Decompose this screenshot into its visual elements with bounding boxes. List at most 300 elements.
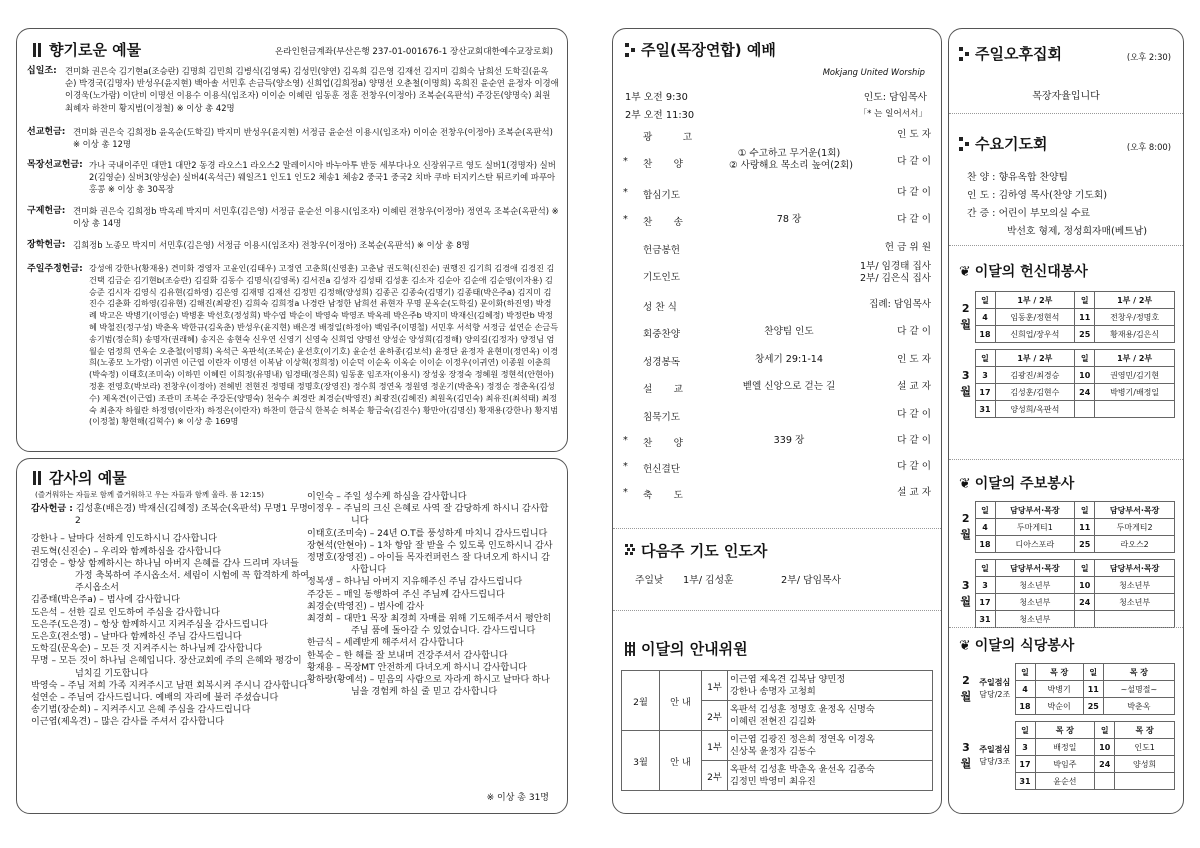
thanks-item-text: – 아이들 목자컨퍼런스 잘 다녀오게 하시니 감사합니다 bbox=[351, 553, 550, 576]
duty-header-cell: 일 bbox=[975, 502, 995, 519]
thanks-item-text: – 주님여 감사드립니다. 예배의 자리에 불러 주셨습니다 bbox=[60, 693, 279, 704]
duty-header-cell: 일 bbox=[1075, 292, 1095, 309]
testimony-label: 간 증 : bbox=[967, 208, 996, 219]
thanks-item-text: – 세례받게 해주셔서 감사합니다 bbox=[336, 638, 464, 649]
duty-cell: 전창우/정명호 bbox=[1095, 309, 1175, 326]
order-item: 회중찬양 bbox=[643, 329, 681, 340]
duty-header-row bbox=[957, 502, 1175, 519]
duty-header-cell: 목 장 bbox=[1103, 664, 1174, 681]
order-leader: 다 같 이 bbox=[897, 326, 931, 337]
duty-cell: 10 bbox=[1095, 739, 1115, 756]
pastor-mission-row bbox=[27, 159, 559, 196]
praise-label: 찬 양 : bbox=[967, 172, 996, 183]
thanks-item bbox=[307, 601, 557, 613]
order-content: 벧엘 신앙으로 걷는 길 bbox=[742, 381, 836, 392]
next-prayer-title bbox=[625, 540, 767, 561]
thanks-item-name: 설연순 bbox=[31, 693, 58, 704]
duty-row bbox=[957, 384, 1175, 401]
thanks-offering-names: 김성훈(배은경) 박재신(김혜정) 조복순(옥판석) 무명1 무명2 bbox=[75, 504, 308, 527]
thanks-item-name: 주강돈 bbox=[307, 589, 334, 600]
thanks-item-name: 황하랑(황예석) bbox=[307, 675, 367, 686]
duty-cell bbox=[1075, 401, 1095, 418]
worship-order-row bbox=[623, 352, 931, 370]
duty-cell: 3 bbox=[1015, 739, 1035, 756]
duty-month: 2 월 bbox=[960, 302, 972, 331]
order-content: 창세기 29:1-14 bbox=[754, 354, 824, 365]
heart-icon: ❦ bbox=[959, 264, 971, 280]
order-leader: 1부/ 임경태 집사 2부/ 김은식 집사 bbox=[859, 261, 931, 284]
standing-star: * bbox=[623, 187, 628, 198]
duty-cell: 3 bbox=[975, 367, 995, 384]
grid-icon bbox=[625, 640, 637, 658]
order-leader: 인 도 자 bbox=[897, 354, 931, 365]
thanks-item-text: – 지켜주시고 은혜 주심을 감사드립니다 bbox=[93, 705, 251, 716]
scholarship-names: 김희정b 노종모 박지미 서민후(김은영) 서정금 이용시(임조자) 전창우(이정아) 조복순(옥판석) ※ 이상 총 8명 bbox=[73, 240, 470, 250]
duty-cell: 24 bbox=[1075, 384, 1095, 401]
thanks-right-column bbox=[307, 491, 557, 698]
ushers-service: 2부 bbox=[702, 701, 728, 731]
duty-cell: 17 bbox=[975, 384, 995, 401]
duty-header-cell: 1부 / 2부 bbox=[995, 292, 1075, 309]
bulletin-mar-table bbox=[957, 559, 1175, 628]
order-content: 찬양팀 인도 bbox=[764, 326, 814, 337]
ushers-title-text: 이달의 안내위원 bbox=[641, 640, 748, 658]
thanks-item-text: – 매일 동행하여 주신 주님께 감사드립니다 bbox=[336, 589, 505, 600]
duty-cell: 배정일 bbox=[1035, 739, 1095, 756]
standing-star: * bbox=[623, 461, 628, 472]
worship-order-row bbox=[623, 185, 931, 203]
thanks-right-list bbox=[307, 491, 557, 698]
lead-label: 인 도 : bbox=[967, 190, 996, 201]
duty-header-cell: 일 bbox=[1075, 560, 1095, 577]
thanks-item-text: – 한 해를 잘 보내며 건강주셔서 감사합니다 bbox=[336, 650, 508, 661]
thanks-item-name: 권도혁(신진순) bbox=[31, 546, 91, 557]
duty-cell: 박병기/배정일 bbox=[1095, 384, 1175, 401]
thanks-item bbox=[31, 643, 309, 655]
standing-star: * bbox=[623, 214, 628, 225]
duty-cell bbox=[1095, 401, 1175, 418]
thanks-item-name: 장현석(안현아) bbox=[307, 540, 367, 551]
worship-subtitle: Mokjang United Worship bbox=[822, 67, 925, 77]
order-item: 설 교 bbox=[643, 384, 683, 395]
kitchen-feb-table bbox=[957, 663, 1175, 715]
ushers-names: 옥판석 김성훈 박춘옥 윤선옥 김종숙 김정민 박영미 최유진 bbox=[728, 761, 933, 791]
offerings-panel bbox=[16, 28, 568, 452]
thanks-offering-row bbox=[31, 503, 309, 527]
wednesday-title bbox=[959, 133, 1047, 154]
duty-header-row bbox=[957, 350, 1175, 367]
thanks-item-name: 무명 bbox=[31, 656, 49, 667]
bulletin-title bbox=[959, 473, 1074, 493]
duty-month: 3 월 bbox=[960, 368, 972, 398]
standing-star: * bbox=[623, 156, 628, 167]
thanks-item-name: 강한나 bbox=[31, 534, 58, 545]
thanks-item-text: – 선한 길로 인도하여 주심을 감사합니다 bbox=[60, 607, 220, 618]
order-leader: 헌 금 위 원 bbox=[884, 242, 931, 253]
duty-cell: 18 bbox=[975, 536, 995, 553]
duty-cell: 인도1 bbox=[1115, 739, 1175, 756]
duty-header-row bbox=[957, 292, 1175, 309]
duty-row bbox=[957, 519, 1175, 536]
checker-icon bbox=[959, 135, 971, 153]
order-leader: 설 교 자 bbox=[897, 487, 931, 498]
thanks-item-name: 이태호(조미숙) bbox=[307, 528, 367, 539]
order-leader: 인 도 자 bbox=[897, 129, 931, 140]
duty-header-cell: 1부 / 2부 bbox=[995, 350, 1075, 367]
standing-star: * bbox=[623, 435, 628, 446]
thanks-item-text: – 모든 것 지켜주시는 하나님께 감사합니다 bbox=[93, 644, 263, 655]
mission-row bbox=[27, 126, 559, 150]
duty-dept: 주일점심 bbox=[979, 744, 1011, 754]
ushers-grid bbox=[621, 670, 933, 791]
worship-title bbox=[625, 39, 776, 60]
thanks-item bbox=[31, 692, 309, 704]
thanks-item-text: – 모든 것이 하나님 은혜입니다. 장산교회에 주의 은혜와 평강이 넘치길 기도합니다 bbox=[51, 656, 302, 679]
duty-cell: 11 bbox=[1083, 681, 1103, 698]
divider bbox=[949, 113, 1183, 114]
order-item: 축 도 bbox=[643, 490, 683, 501]
duty-cell bbox=[1095, 773, 1115, 790]
worship-leader: 인도: 담임목사 bbox=[863, 92, 927, 103]
thanks-item-name: 송기범(장순희) bbox=[31, 705, 91, 716]
standing-star: * bbox=[623, 487, 628, 498]
pastor-mission-names: 가나 국내이주민 대만1 대만2 동경 라오스1 라오스2 말레이시아 바누아투 반둥 세부다나오 신장위구르 영도 실버1(경명자) 실버2(김영순) 실버3(양성순) 실버4(옥석근) 웨일즈1 인도1 인도2 체송1 체송2 중국1 중국2 치바 쿠바 터지키스탄 튀르키예 파푸아 홍콩 ※ 이상 총 30목장 bbox=[89, 160, 556, 195]
wednesday-lead bbox=[967, 187, 1107, 201]
worship-order-row bbox=[623, 148, 931, 172]
duty-team: 담당/2조 bbox=[979, 690, 1011, 699]
ushers-month: 3월 bbox=[622, 731, 660, 791]
thanks-item-name: 도은석 bbox=[31, 607, 58, 618]
worship-order-row bbox=[623, 485, 931, 503]
duty-row bbox=[957, 367, 1175, 384]
thanks-offering-label: 감사헌금 : bbox=[31, 504, 73, 514]
duty-header-cell: 담당부서·목장 bbox=[995, 560, 1075, 577]
thanks-item-text: – 날마다 함께하신 주님 감사드립니다 bbox=[93, 632, 242, 643]
duty-cell: 11 bbox=[1075, 309, 1095, 326]
duty-header-cell: 담당부서·목장 bbox=[1095, 502, 1175, 519]
duty-cell bbox=[1095, 611, 1175, 628]
duty-row bbox=[957, 577, 1175, 594]
duty-header-cell: 담당부서·목장 bbox=[995, 502, 1075, 519]
checker-icon bbox=[625, 542, 637, 560]
duty-cell: 18 bbox=[1015, 698, 1035, 715]
duty-team: 담당/3조 bbox=[979, 756, 1011, 766]
worship-order-row bbox=[623, 127, 931, 145]
worship-title-text: 주일(목장연합) 예배 bbox=[641, 41, 776, 59]
thanks-item bbox=[31, 655, 309, 679]
duty-header-cell: 1부 / 2부 bbox=[1095, 350, 1175, 367]
order-leader: 집례: 담임목사 bbox=[869, 299, 931, 310]
thanks-item bbox=[31, 631, 309, 643]
afternoon-content: 목장자율입니다 bbox=[1032, 91, 1100, 102]
duty-header-cell: 일 bbox=[1083, 664, 1103, 681]
relief-row bbox=[27, 205, 559, 229]
duty-cell: 박병기 bbox=[1035, 681, 1083, 698]
ushers-service: 2부 bbox=[702, 761, 728, 791]
thanks-item-text: – 범사에 감사 bbox=[369, 601, 424, 612]
lead-value: 김하영 목사(찬양 기도회) bbox=[998, 190, 1108, 201]
duty-header-cell: 일 bbox=[975, 560, 995, 577]
thanks-item-text: – 목장MT 안전하게 다녀오게 하시니 감사합니다 bbox=[336, 662, 527, 673]
duty-header-cell: 일 bbox=[1075, 502, 1095, 519]
thanks-verse: (즐거워하는 자들로 함께 즐거워하고 우는 자들과 함께 울라. 롬 12:15) bbox=[35, 490, 265, 499]
relief-names: 견미화 권은숙 김희정b 박옥레 박지미 서민후(김은영) 서정금 윤순선 이용시(임조자) 이혜린 전창우(이정아) 정연옥 조복순(옥판석) ※ 이상 총 14명 bbox=[73, 206, 559, 229]
afternoon-time: (오후 2:30) bbox=[1126, 52, 1171, 62]
scholarship-label: 장학헌금: bbox=[27, 240, 66, 250]
bookmark-icon bbox=[33, 41, 45, 59]
thanks-item bbox=[31, 594, 309, 606]
thanks-item-name: 박영숙 bbox=[31, 680, 58, 691]
divider bbox=[949, 627, 1183, 628]
duty-cell: 양성희 bbox=[1115, 756, 1175, 773]
order-content: ① 수고하고 무거운(1회) ② 사랑해요 목소리 높여(2회) bbox=[729, 148, 854, 171]
duty-row bbox=[957, 309, 1175, 326]
thanks-item-text: – 항상 함께하시고 지켜주심을 감사드립니다 bbox=[93, 619, 268, 630]
kitchen-title-text: 이달의 식당봉사 bbox=[974, 638, 1075, 654]
duty-cell: 김성훈/김현수 bbox=[995, 384, 1075, 401]
thanks-item bbox=[307, 540, 557, 552]
wednesday-time: (오후 8:00) bbox=[1126, 142, 1171, 152]
duty-row bbox=[957, 401, 1175, 418]
duty-cell: 18 bbox=[975, 326, 995, 343]
duty-cell: 라오스2 bbox=[1095, 536, 1175, 553]
duty-cell: 청소년부 bbox=[995, 611, 1075, 628]
thanks-item bbox=[307, 674, 557, 698]
duty-cell: 24 bbox=[1095, 756, 1115, 773]
ushers-role: 안 내 bbox=[660, 731, 702, 791]
thanks-item-name: 한복순 bbox=[307, 650, 334, 661]
divider bbox=[613, 528, 941, 529]
thanks-item-name: 김종태(박은주a) bbox=[31, 595, 97, 606]
dedication-feb-table bbox=[957, 291, 1175, 343]
checker-icon bbox=[625, 41, 637, 59]
thanks-item-name: 김영순 bbox=[31, 558, 58, 569]
duty-month: 2 월 bbox=[960, 512, 972, 541]
thanks-item-text: – 많은 감사를 주셔서 감사합니다 bbox=[93, 717, 225, 728]
weekly-row bbox=[27, 263, 559, 428]
thanks-item bbox=[31, 607, 309, 619]
duty-header-cell: 담당부서·목장 bbox=[1095, 560, 1175, 577]
thanks-item-text: – 대만1 목장 최경희 자매를 위해 기도해주셔서 평안히 주님 품에 돌아갈 수 있었습니다. 감사드립니다 bbox=[336, 614, 552, 637]
worship-order-row bbox=[623, 297, 931, 315]
duty-cell: 10 bbox=[1075, 367, 1095, 384]
wednesday-praise bbox=[967, 169, 1068, 183]
duty-cell: 4 bbox=[975, 519, 995, 536]
duty-cell: 25 bbox=[1075, 326, 1095, 343]
tithe-row bbox=[27, 65, 559, 114]
duty-header-row bbox=[957, 664, 1175, 681]
offerings-account: 온라인헌금계좌(부산은행 237-01-001676-1 장산교회대한예수교장로회) bbox=[274, 47, 553, 57]
thanks-item-name: 황재용 bbox=[307, 662, 334, 673]
duty-cell: 박순이 bbox=[1035, 698, 1083, 715]
order-leader: 다 같 이 bbox=[897, 409, 931, 420]
worship-order-row bbox=[623, 433, 931, 451]
duty-header-cell: 일 bbox=[1015, 664, 1035, 681]
divider bbox=[949, 459, 1183, 460]
order-item: 광 고 bbox=[643, 132, 693, 143]
duty-cell: 청소년부 bbox=[1095, 594, 1175, 611]
offerings-title-text: 향기로운 예물 bbox=[49, 41, 142, 59]
duty-cell: 청소년부 bbox=[995, 577, 1075, 594]
dedication-mar-table bbox=[957, 349, 1175, 418]
order-item: 성경봉독 bbox=[643, 357, 681, 368]
offerings-title bbox=[33, 39, 141, 60]
worship-note: 「* 는 일어서서」 bbox=[858, 109, 927, 119]
duty-cell: 25 bbox=[1083, 698, 1103, 715]
order-content: 339 장 bbox=[773, 435, 805, 446]
wednesday-testimony2: 박선호 형제, 정성희자매(베트남) bbox=[1007, 226, 1148, 237]
order-item: 기도인도 bbox=[643, 272, 681, 283]
duty-dept-cell bbox=[975, 722, 1015, 790]
thanks-left-column bbox=[31, 503, 309, 729]
worship-order-row bbox=[623, 407, 931, 425]
thanks-item-text: – 믿음의 사람으로 자라게 하시고 날마다 하나님을 경험케 하실 줄 믿고 감사합니다 bbox=[351, 675, 550, 698]
thanks-item bbox=[307, 528, 557, 540]
bulletin-title-text: 이달의 주보봉사 bbox=[974, 476, 1075, 492]
bookmark-icon bbox=[33, 469, 45, 487]
thanks-item bbox=[307, 576, 557, 588]
duty-dept: 주일점심 bbox=[979, 678, 1011, 687]
duty-cell: 31 bbox=[975, 611, 995, 628]
thanks-left-list bbox=[31, 533, 309, 728]
thanks-item-name: 최경희 bbox=[307, 614, 334, 625]
thanks-item bbox=[31, 680, 309, 692]
ushers-row bbox=[622, 671, 933, 701]
duty-row bbox=[957, 611, 1175, 628]
thanks-item-text: – 주님 저희 가족 지켜주시고 남편 회복시켜 주시니 감사합니다 bbox=[60, 680, 308, 691]
order-item: 합심기도 bbox=[643, 190, 681, 201]
duty-cell: 17 bbox=[1015, 756, 1035, 773]
duty-header-cell: 목 장 bbox=[1035, 664, 1083, 681]
divider bbox=[613, 610, 941, 611]
thanks-item-name: 도학길(문옥순) bbox=[31, 644, 91, 655]
duty-cell: 3 bbox=[975, 577, 995, 594]
thanks-item bbox=[307, 637, 557, 649]
thanks-item bbox=[307, 589, 557, 601]
thanks-title-text: 감사의 예물 bbox=[49, 469, 127, 487]
thanks-title bbox=[33, 467, 127, 488]
ushers-row bbox=[622, 731, 933, 761]
ushers-month: 2월 bbox=[622, 671, 660, 731]
duty-header-cell: 일 bbox=[975, 292, 995, 309]
duty-header-row bbox=[957, 722, 1175, 739]
duty-cell: 10 bbox=[1075, 577, 1095, 594]
duty-row bbox=[957, 326, 1175, 343]
duty-header-cell: 목 장 bbox=[1115, 722, 1175, 739]
next-prayer-label: 주일낮 bbox=[635, 575, 664, 586]
duty-cell: 31 bbox=[1015, 773, 1035, 790]
duty-header-cell: 일 bbox=[1015, 722, 1035, 739]
kitchen-title bbox=[959, 635, 1074, 655]
worship-order-row bbox=[623, 212, 931, 230]
order-item: 찬 양 bbox=[643, 438, 683, 449]
testimony-value: 어린이 부모의실 수료 bbox=[998, 208, 1090, 219]
order-item: 침묵기도 bbox=[643, 412, 681, 423]
ushers-names: 옥판석 김성훈 정명호 윤정옥 신명숙 이혜린 전현진 김길화 bbox=[728, 701, 933, 731]
order-item: 헌금봉헌 bbox=[643, 245, 681, 256]
ushers-service: 1부 bbox=[702, 671, 728, 701]
duty-cell: ~설명절~ bbox=[1103, 681, 1174, 698]
duty-row bbox=[957, 536, 1175, 553]
duty-month: 3 월 bbox=[960, 740, 972, 770]
order-content: 78 장 bbox=[776, 214, 802, 225]
worship-order-row bbox=[623, 240, 931, 258]
duty-cell: 임동훈/정현석 bbox=[995, 309, 1075, 326]
bulletin-feb-table bbox=[957, 501, 1175, 553]
worship-time1: 1부 오전 9:30 bbox=[625, 92, 688, 103]
heart-icon: ❦ bbox=[959, 638, 971, 654]
duty-header-cell: 일 bbox=[975, 350, 995, 367]
order-item: 성 찬 식 bbox=[643, 302, 677, 313]
duty-dept-cell bbox=[975, 664, 1015, 715]
weekly-label: 주일주정헌금: bbox=[27, 264, 83, 274]
thanks-item bbox=[31, 716, 309, 728]
thanks-item bbox=[307, 503, 557, 527]
thanks-item bbox=[307, 613, 557, 637]
duty-cell: 권영민/김기현 bbox=[1095, 367, 1175, 384]
duty-cell: 25 bbox=[1075, 536, 1095, 553]
order-leader: 다 같 이 bbox=[897, 156, 931, 167]
pastor-mission-label: 목장선교헌금: bbox=[27, 160, 83, 170]
thanks-item bbox=[307, 491, 557, 503]
worship-order-row bbox=[623, 261, 931, 285]
thanks-item-name: 한금식 bbox=[307, 638, 334, 649]
duty-cell: 황재용/김은식 bbox=[1095, 326, 1175, 343]
duty-header-cell: 목 장 bbox=[1035, 722, 1095, 739]
checker-icon bbox=[959, 45, 971, 63]
duty-month: 2 월 bbox=[960, 674, 972, 703]
relief-label: 구제헌금: bbox=[27, 206, 66, 216]
duty-cell: 신희업/장우석 bbox=[995, 326, 1075, 343]
duty-cell: 4 bbox=[1015, 681, 1035, 698]
worship-order-row bbox=[623, 324, 931, 342]
thanks-item-name: 이정우 bbox=[307, 504, 334, 515]
duty-header-cell: 일 bbox=[1075, 350, 1095, 367]
heart-icon: ❦ bbox=[959, 476, 971, 492]
wednesday-title-text: 수요기도회 bbox=[975, 135, 1048, 153]
ushers-names: 이근엽 김광진 정은희 정연옥 이경옥 신상복 윤정자 김동수 bbox=[728, 731, 933, 761]
duty-row bbox=[957, 594, 1175, 611]
thanks-item-text: – 주님의 크신 은혜로 사역 잘 감당하게 하시니 감사합니다 bbox=[336, 504, 549, 527]
kitchen-mar-table bbox=[957, 721, 1175, 790]
duty-header-cell: 일 bbox=[1095, 722, 1115, 739]
tithe-label: 십일조: bbox=[27, 66, 57, 76]
afternoon-title bbox=[959, 43, 1062, 64]
duty-month: 3 월 bbox=[960, 578, 972, 608]
next-prayer-title-text: 다음주 기도 인도자 bbox=[641, 542, 768, 560]
thanks-item bbox=[31, 533, 309, 545]
order-item: 찬 송 bbox=[643, 217, 683, 228]
duty-cell: 윤순선 bbox=[1035, 773, 1095, 790]
thanks-item bbox=[31, 558, 309, 595]
thanks-item-name: 정복생 bbox=[307, 577, 334, 588]
thanks-item bbox=[31, 619, 309, 631]
duty-cell: 31 bbox=[975, 401, 995, 418]
duty-cell: 양성희/옥판석 bbox=[995, 401, 1075, 418]
thanks-item bbox=[307, 552, 557, 576]
duty-cell: 4 bbox=[975, 309, 995, 326]
thanks-item-text: – 범사에 감사합니다 bbox=[99, 595, 180, 606]
thanks-item-name: 이인숙 bbox=[307, 492, 334, 502]
weekly-names: 강성애 강한나(황재용) 견미화 경영자 고윤인(김태우) 고정연 고춘희(신영훈) 고춘남 권도혁(신진순) 권행진 김기희 김경애 김경진 김건택 김금순 김기현b(조승란) 김길화 김동수 김명식(김영록) 김서진a 김성자 김성태 김성훈 김소자 김순아 김순애 김순영(이자용) 김승준 김시자 김영식 김유현(김하영) 김은영 김재명 김재선 김정민 김정해(양성희) 김종곤 김종숙(김명기) 김종태(박은주a) 김지미 김진수 김춘화 김하영(김유현) 김해진(최광진) 김희숙 김희정a 나경란 남정한 남희선 류현자 무명 문옥순(도학길) 문이화(하진영) 박경례 박고은 박병기(이영순) 박병훈 박선호(정성희) 박수엽 박순이 박영숙 박영조 박옥레 박은주b 박지미 박재신(김혜정) 박정란b 박정혜 박철진(정구성) 박춘옥 박한규(김옥춘) 반성우(윤지현) 배은경 배정일(하정아) 백임주(이명철) 서민후 서석향 서정금 설연순 손금득 송기범(정순희) 송명자(권래혜) 송지은 송현숙 신우연 신영기 신영숙 신희업 양명선 양성순 양성희(김정해) 양의길(김정자) 양정님 엄월순 엄정희 연옥순 오춘철(이명희) 옥석근 옥판석(조복순) 윤선호(이기호) 윤순선 윤하종(김보석) 윤정단 윤정자 윤현미(정연옥) 이경희(노종모 노가람) 이귀연 이근엽 이란자 이명선 이복남 이상혁(정희정) 이순덕 이순옥 이옥순 이이순 이정우(이귀연) 이종원 이춘희(박숙정) 이태호(조미숙) 이하민 이혜린 이희정(유명내) 임경태(정은희) 임동훈 임조자(이용시) 장성웅 장정숙 정혜원 정현석(안현아) 정훈 전영호(박보라) 전창우(이정아) 전혜빈 전현진 정명태 정명호(장영진) 정수희 정연옥 정원영 정운기(박춘옥) 정정순 정춘옥(김성수) 제옥견(이근엽) 조관미 조복순 주강돈(양명숙) 천숙수 최경란 최경순(박영진) 최광진(김혜진) 최원옥(김민숙) 최유진(최석태) 최정숙 최춘자 하월란 하정영(이란자) 하정은(이란자) 하찬미 한금식 한복순 허복순 황금숙(김진수) 황만아(김명신) 황재용(강한나) 황지범(이정철) 황현해(김혁수) ※ 이상 총 169명 bbox=[89, 263, 559, 427]
duty-header-row bbox=[957, 560, 1175, 577]
order-leader: 다 같 이 bbox=[897, 214, 931, 225]
next-prayer-p1: 1부/ 김성훈 bbox=[683, 575, 734, 586]
duty-header-cell: 1부 / 2부 bbox=[1095, 292, 1175, 309]
divider bbox=[949, 245, 1183, 246]
thanks-item-text: – 항상 함께하시는 하나님 아버지 은혜를 감사 드리며 자녀들 가정 축복하여 주시옵소서. 세림이 시험에 꼭 합격하게 하여 주시옵소서 bbox=[60, 558, 309, 594]
duty-cell: 두마게티1 bbox=[995, 519, 1075, 536]
